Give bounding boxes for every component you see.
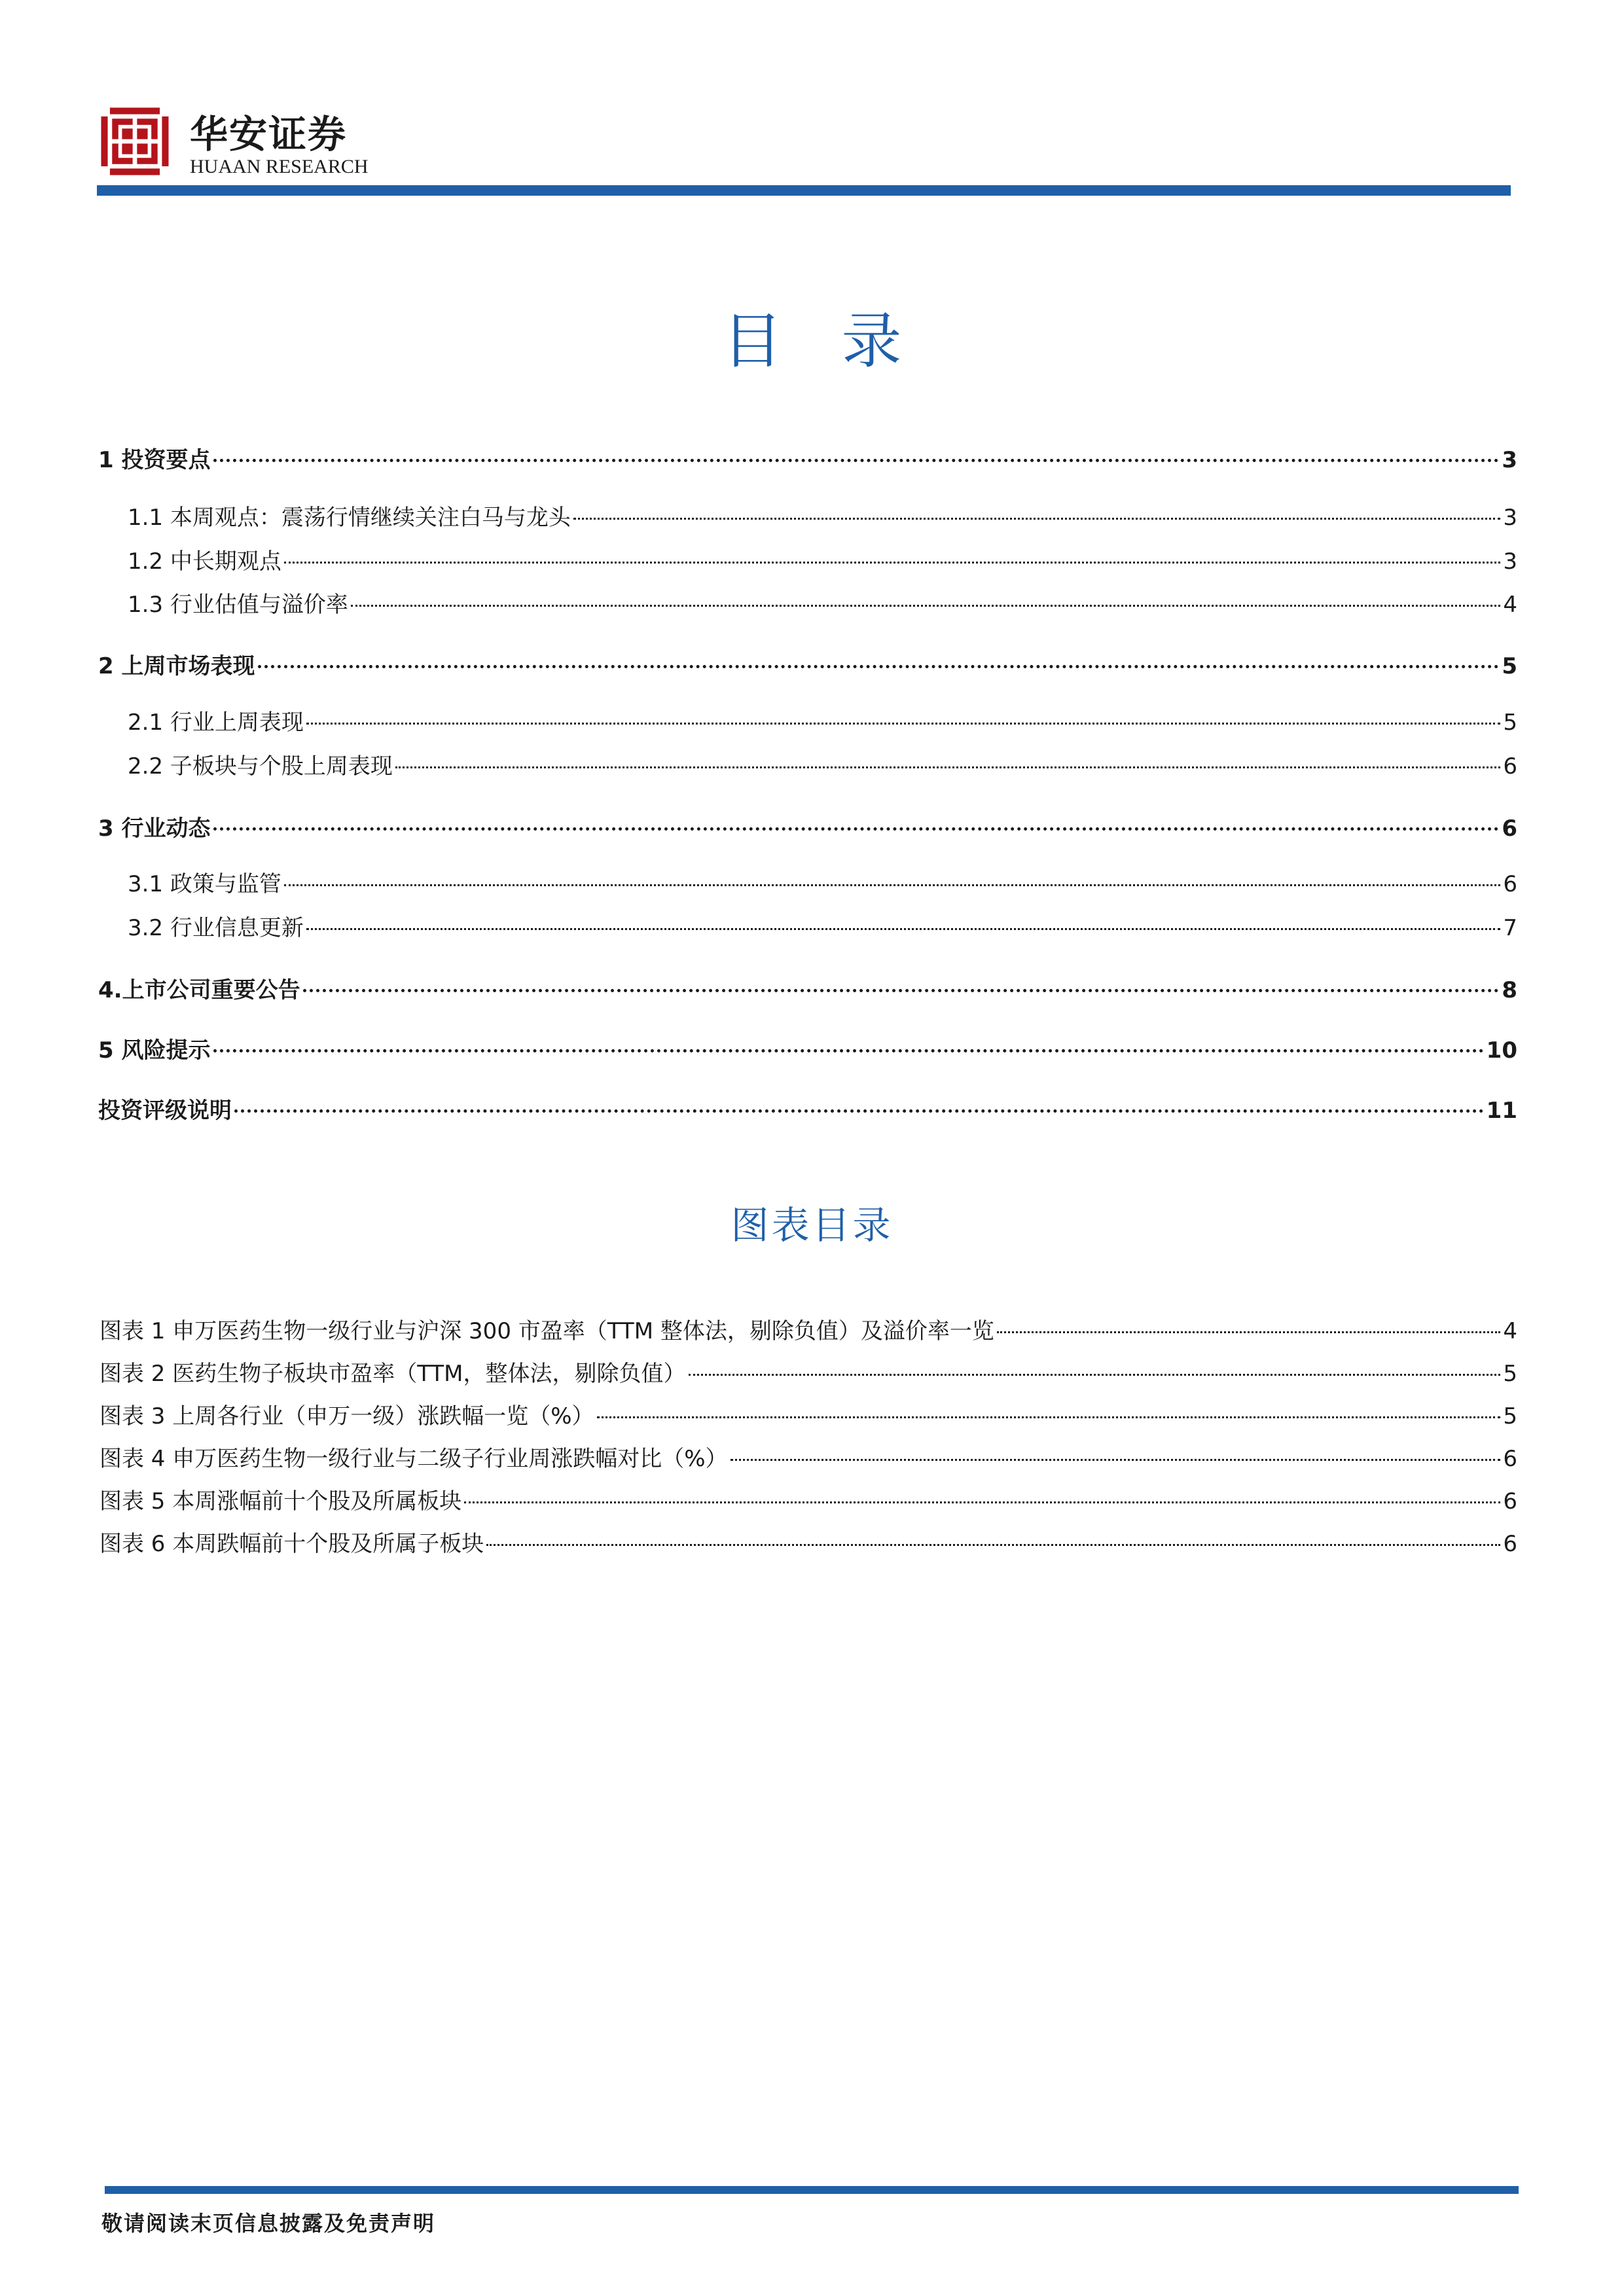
toc-entry-label: 3.1 政策与监管 <box>128 871 281 897</box>
toc-entry-page: 5 <box>1503 709 1517 736</box>
toc-entry-label: 1.1 本周观点：震荡行情继续关注白马与龙头 <box>128 505 571 531</box>
disclaimer-footer: 敬请阅读末页信息披露及免责声明 <box>101 2211 436 2236</box>
toc-entry-page: 4 <box>1503 592 1517 618</box>
toc-leader-dots <box>284 533 1500 564</box>
toc-entry-label: 投资评级说明 <box>98 1098 232 1124</box>
toc-leader-dots <box>258 636 1500 668</box>
toc-entry-page: 8 <box>1502 977 1517 1003</box>
toc-entry[interactable] <box>128 581 1517 618</box>
toc-entry[interactable] <box>98 435 1517 473</box>
toc-leader-dots <box>234 1081 1484 1113</box>
figure-entry[interactable] <box>99 1520 1517 1557</box>
toc-leader-dots <box>213 430 1500 462</box>
figure-entry-label: 图表 5 本周涨幅前十个股及所属板块 <box>99 1488 462 1515</box>
toc-entry-page: 5 <box>1502 653 1517 679</box>
toc-leader-dots <box>573 489 1500 520</box>
figure-entry-page: 5 <box>1503 1361 1517 1387</box>
toc-leader-dots <box>284 855 1500 886</box>
toc-entry-label: 1.2 中长期观点 <box>128 548 281 575</box>
toc-leader-dots <box>213 798 1500 831</box>
header-rule <box>97 185 1511 196</box>
toc-leader-dots <box>306 899 1500 930</box>
figure-entry-page: 6 <box>1503 1488 1517 1515</box>
huaan-logo-icon <box>98 105 171 178</box>
toc-leader-dots <box>303 960 1500 992</box>
figure-leader-dots <box>689 1345 1501 1376</box>
figure-entry-label: 图表 4 申万医药生物一级行业与二级子行业周涨跌幅对比（%） <box>99 1446 728 1472</box>
toc-entry-page: 3 <box>1503 548 1517 575</box>
toc-entry-page: 6 <box>1502 816 1517 842</box>
toc-entry-page: 3 <box>1503 505 1517 531</box>
toc-entry-label: 2.1 行业上周表现 <box>128 709 304 736</box>
toc-title: 目录 <box>722 306 961 376</box>
toc-entry-page: 6 <box>1503 753 1517 780</box>
figure-entry-label: 图表 1 申万医药生物一级行业与沪深 300 市盈率（TTM 整体法，剔除负值）及溢价率一览 <box>99 1318 994 1344</box>
toc-entry[interactable] <box>98 965 1517 1003</box>
figure-entry[interactable] <box>99 1478 1517 1515</box>
toc-entry[interactable] <box>128 538 1517 575</box>
figure-leader-dots <box>997 1302 1501 1333</box>
figure-entry[interactable] <box>99 1308 1517 1344</box>
figure-entry-label: 图表 2 医药生物子板块市盈率（TTM，整体法，剔除负值） <box>99 1361 686 1387</box>
toc-leader-dots <box>351 576 1500 607</box>
toc-entry[interactable] <box>98 804 1517 842</box>
toc-entry-page: 10 <box>1486 1037 1517 1064</box>
figure-entry-label: 图表 3 上周各行业（申万一级）涨跌幅一览（%） <box>99 1403 594 1429</box>
toc-entry-label: 1.3 行业估值与溢价率 <box>128 592 348 618</box>
figure-entry-label: 图表 6 本周跌幅前十个股及所属子板块 <box>99 1531 484 1557</box>
brand-name-cn: 华安证券 <box>190 112 348 156</box>
toc-entry-label: 3.2 行业信息更新 <box>128 915 304 941</box>
toc-entry[interactable] <box>128 699 1517 736</box>
toc-entry-label: 2.2 子板块与个股上周表现 <box>128 753 393 780</box>
toc-entry-page: 7 <box>1503 915 1517 941</box>
figure-leader-dots <box>597 1388 1501 1418</box>
toc-entry-page: 11 <box>1486 1098 1517 1124</box>
toc-leader-dots <box>395 738 1500 768</box>
toc-entry[interactable] <box>98 1086 1517 1124</box>
toc-entry-label: 3 行业动态 <box>98 816 211 842</box>
figure-entry[interactable] <box>99 1435 1517 1472</box>
toc-entry-label: 4.上市公司重要公告 <box>98 977 300 1003</box>
toc-entry[interactable] <box>128 743 1517 780</box>
toc-entry-label: 1 投资要点 <box>98 447 211 473</box>
figure-leader-dots <box>731 1430 1501 1461</box>
figure-leader-dots <box>486 1515 1500 1546</box>
toc-entry-page: 6 <box>1503 871 1517 897</box>
figure-entry-page: 4 <box>1503 1318 1517 1344</box>
figure-entry-page: 6 <box>1503 1446 1517 1472</box>
figures-title: 图表目录 <box>731 1203 893 1247</box>
toc-entry-page: 3 <box>1502 447 1517 473</box>
footer-rule <box>105 2186 1519 2194</box>
toc-entry[interactable] <box>128 861 1517 897</box>
brand-name-en: HUAAN RESEARCH <box>190 156 369 177</box>
toc-entry-label: 2 上周市场表现 <box>98 653 255 679</box>
figure-entry[interactable] <box>99 1350 1517 1387</box>
figure-leader-dots <box>464 1473 1500 1503</box>
figure-entry-page: 5 <box>1503 1403 1517 1429</box>
toc-entry[interactable] <box>128 494 1517 531</box>
toc-entry[interactable] <box>98 641 1517 679</box>
toc-entry-label: 5 风险提示 <box>98 1037 211 1064</box>
figure-entry-page: 6 <box>1503 1531 1517 1557</box>
toc-leader-dots <box>213 1020 1484 1052</box>
toc-entry[interactable] <box>98 1026 1517 1064</box>
figure-entry[interactable] <box>99 1393 1517 1429</box>
toc-entry[interactable] <box>128 905 1517 941</box>
toc-leader-dots <box>306 694 1500 725</box>
